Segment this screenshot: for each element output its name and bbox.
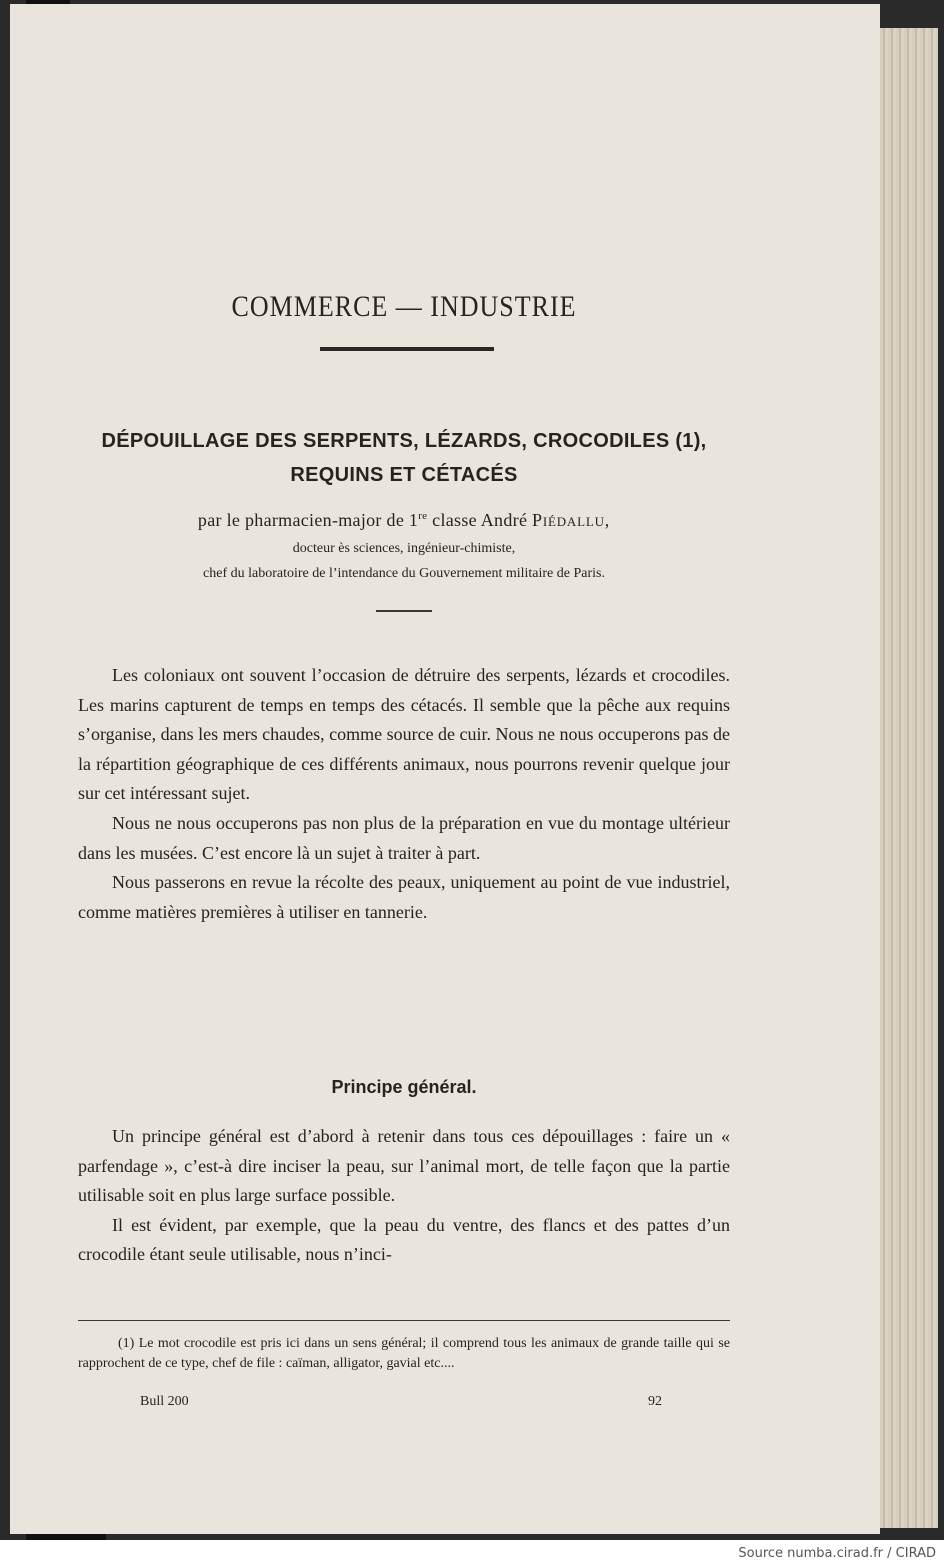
article-title-line-1: DÉPOUILLAGE DES SERPENTS, LÉZARDS, CROCODILES (1), xyxy=(101,430,707,452)
byline-author: Piédallu, xyxy=(532,510,611,530)
paragraph: Nous passerons en revue la récolte des peaux, uniquement au point de vue industriel, comme matières premières à utiliser en tannerie. xyxy=(78,872,730,922)
page-number: 92 xyxy=(648,1394,662,1409)
intro-paragraphs xyxy=(78,661,730,927)
paragraph: Les coloniaux ont souvent l’occasion de détruire des serpents, lézards et crocodiles. Les marins capturent de temps en temps des cétacés. Il semble que la pêche aux requins s’organise, dans les mers chaudes, comme source de cuir. Nous ne nous occuperons pas de la répartition géographique de ces différents animaux, nous pourrons revenir quelque jour sur cet intéressant sujet. xyxy=(78,665,730,804)
paragraph: Un principe général est d’abord à retenir dans tous ces dépouillages : faire un « parfendage », c’est-à dire inciser la peau, sur l’animal mort, de telle façon que la partie utilisable soit en plus large surface possible. xyxy=(78,1126,730,1206)
principle-paragraphs xyxy=(78,1122,730,1270)
article-title-line-2: REQUINS ET CÉTACÉS xyxy=(290,464,518,486)
credential-line-1: docteur ès sciences, ingénieur-chimiste, xyxy=(292,541,516,556)
subheading: Principe général. xyxy=(331,1077,477,1097)
paragraph: Nous ne nous occuperons pas non plus de la préparation en vue du montage ultérieur dans les musées. C’est encore là un sujet à traiter à part. xyxy=(78,812,730,863)
footnote-rule xyxy=(78,1320,730,1321)
byline-prefix: par le pharmacien-major de 1 xyxy=(197,510,419,530)
paragraph: Il est évident, par exemple, que la peau du ventre, des flancs et des pattes d’un crocodile étant seule utilisable, nous n’inci- xyxy=(78,1214,730,1265)
byline-sup: re xyxy=(418,510,428,522)
footer-left: Bull 200 xyxy=(140,1394,189,1409)
title-rule xyxy=(320,347,494,351)
footnote: (1) Le mot crocodile est pris ici dans un sens général; il comprend tous les animaux de grande taille qui se rapprochent de ce type, chef de file : caïman, alligator, gavial etc.... xyxy=(78,1336,730,1371)
section-title: COMMERCE — INDUSTRIE xyxy=(231,290,577,323)
article-title xyxy=(78,424,730,492)
credential-line-2: chef du laboratoire de l’intendance du Gouvernement militaire de Paris. xyxy=(203,566,605,581)
byline-mid: classe André xyxy=(427,510,533,530)
separator-rule xyxy=(376,610,432,612)
page-stack-edge xyxy=(880,28,938,1528)
source-caption: Source numba.cirad.fr / CIRAD xyxy=(738,1546,936,1561)
byline xyxy=(78,510,730,531)
